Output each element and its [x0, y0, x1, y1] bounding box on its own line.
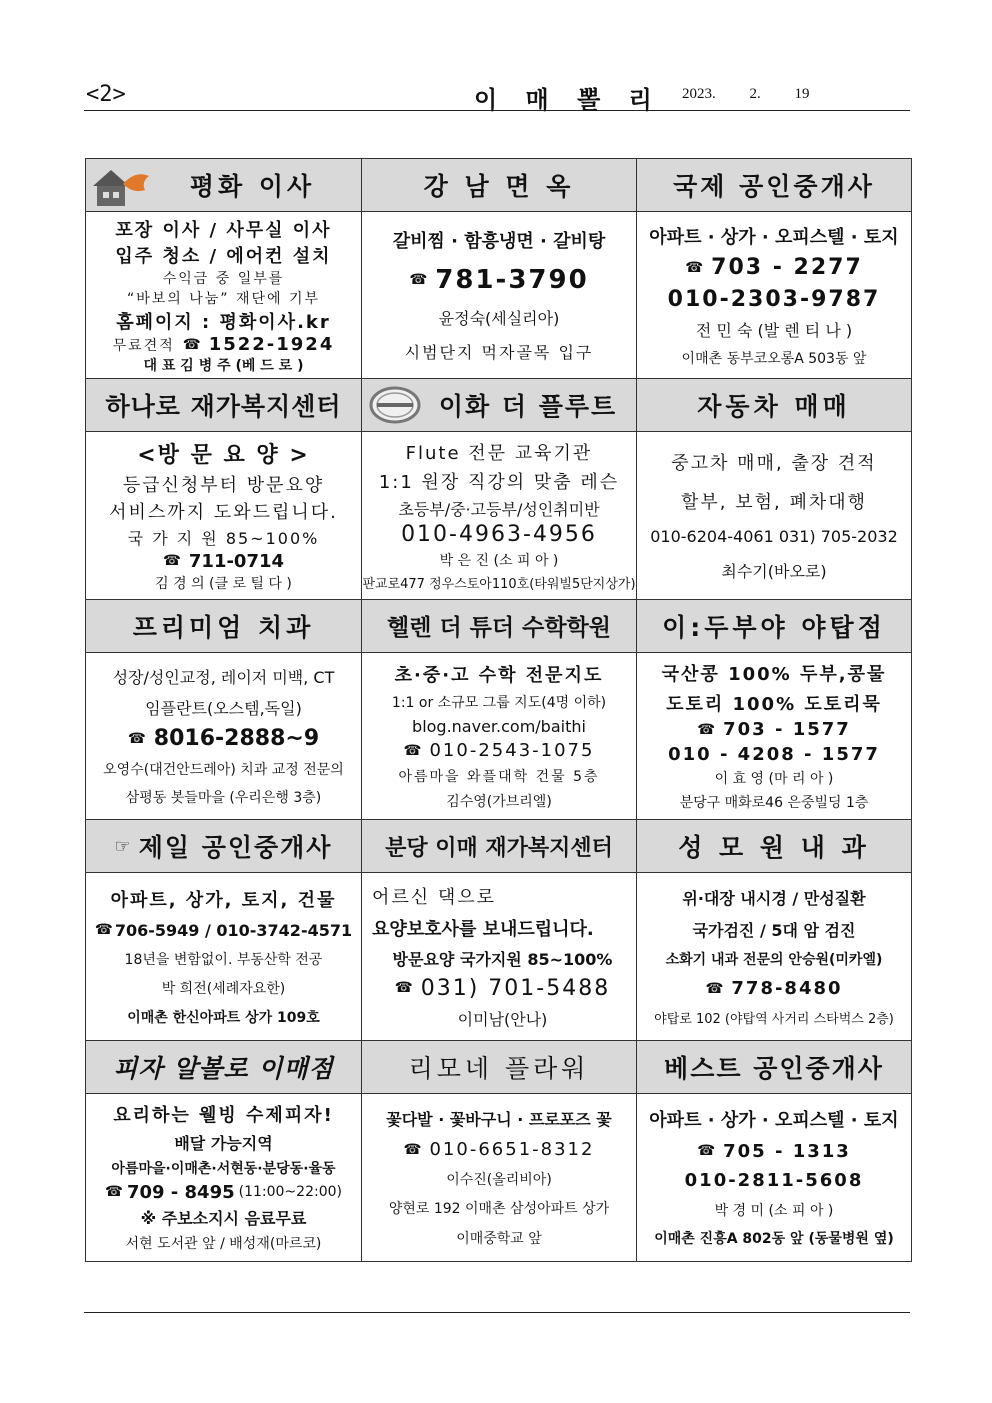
ad-line: <방 문 요 양 > [137, 443, 310, 469]
ad-line: 국산콩 100% 두부,콩물 [661, 664, 887, 686]
telephone-icon: ☎ [403, 742, 422, 759]
ad-body [362, 212, 636, 378]
phone-number: 010-2543-1075 [429, 740, 595, 762]
house-dove-logo-icon [89, 162, 151, 208]
ad-line: 무료견적 [112, 337, 175, 354]
ad-body [362, 873, 636, 1039]
ad-line: “바보의 나눔” 재단에 기부 [126, 291, 321, 307]
ad-line: 박 경 미 (소 피 아 ) [714, 1202, 834, 1219]
ad-line: 중고차 매매, 출장 견적 [671, 453, 877, 475]
ad-line: 아름마을 와플대학 건물 5층 [398, 768, 600, 785]
pointing-hand-icon: ☞ [114, 835, 133, 857]
ad-title [86, 820, 361, 873]
ad-ewha-flute [362, 379, 637, 599]
telephone-icon: ☎ [94, 922, 113, 939]
ad-line: 꽃다발 · 꽃바구니 · 프로포즈 꽃 [386, 1109, 612, 1129]
ad-body [86, 1094, 361, 1261]
ad-line: 홈페이지 : 평화이사.kr [116, 312, 331, 333]
ad-helen-math [362, 600, 637, 820]
ad-line: 전 민 숙 (발 렌 티 나 ) [695, 321, 853, 341]
phone-line [409, 265, 588, 295]
phone-number: 711-0714 [188, 550, 285, 572]
ad-line: 할부, 보험, 폐차대행 [681, 492, 867, 514]
ad-body [637, 873, 911, 1039]
ad-title-text: 피자 알볼로 이매점 [113, 1053, 334, 1083]
telephone-icon: ☎ [403, 1141, 422, 1158]
phone-number: 010-2303-9787 [667, 286, 881, 312]
phone-line [128, 726, 319, 751]
ad-title [637, 600, 911, 653]
ad-line: 18년을 변함없이. 부동산학 전공 [124, 951, 323, 968]
ad-line: 시범단지 먹자골목 입구 [404, 343, 594, 363]
ad-line: 입주 청소 / 에어컨 설치 [115, 246, 332, 267]
telephone-icon: ☎ [105, 1184, 123, 1201]
phone-number: 705 - 1313 [723, 1140, 851, 1162]
ad-line: 김 경 의 (클 로 틸 다 ) [155, 576, 292, 593]
ad-limone-flower [362, 1041, 637, 1261]
ad-title [637, 159, 911, 212]
ad-line: 최수기(바오로) [721, 561, 827, 581]
ad-body [86, 873, 361, 1039]
page-number: <2> [86, 82, 126, 107]
ad-line: 초·중·고 수학 전문지도 [394, 665, 604, 687]
ad-line: Flute 전문 교육기관 [405, 443, 593, 465]
ad-title-text: 이화 더 플루트 [438, 392, 618, 422]
ad-bundang-imae-welfare [362, 820, 637, 1040]
ad-line: ※ 주보소지시 음료무료 [140, 1209, 307, 1229]
ad-line: 분당구 매화로46 은중빌딩 1층 [679, 794, 869, 811]
ad-body [637, 212, 911, 378]
phone-number: 703 - 1577 [723, 719, 851, 741]
ad-line: 국 가 지 원 85~100% [127, 528, 320, 548]
ad-title [637, 379, 911, 432]
ad-line: 1:1 or 소규모 그룹 지도(4명 이하) [391, 695, 607, 712]
ad-title-text: 하나로 재가복지센터 [105, 392, 342, 422]
ad-title-text: 평화 이사 [189, 172, 316, 201]
ad-line: 어르신 댁으로 [372, 887, 497, 909]
ad-body [86, 653, 361, 819]
telephone-icon: ☎ [182, 336, 201, 353]
phone-number: 706-5949 / 010-3742-4571 [114, 920, 353, 940]
phone-line [105, 1182, 342, 1203]
ad-line: 야탑로 102 (야탑역 사거리 스타벅스 2층) [654, 1011, 894, 1027]
phone-number: 781-3790 [435, 264, 589, 295]
ad-car-trade [637, 379, 911, 599]
issue-date: 2023. 2. 19 [682, 86, 810, 102]
phone-number: 010 - 4208 - 1577 [668, 743, 880, 765]
phone-number: 778-8480 [731, 978, 843, 1000]
ad-best-realty [637, 1041, 911, 1261]
ad-body [86, 432, 361, 598]
ad-line: 박 희전(세례자요한) [161, 980, 286, 997]
ad-line: 방문요양 국가지원 85~100% [392, 949, 613, 969]
ad-idubuya [637, 600, 911, 820]
telephone-icon: ☎ [685, 259, 704, 276]
phone-line [113, 334, 335, 355]
telephone-icon: ☎ [705, 980, 724, 997]
ad-peace-moving [86, 159, 362, 379]
phone-line [95, 921, 352, 940]
page-header [84, 78, 910, 114]
ad-pizza-alvolo [86, 1041, 362, 1261]
ad-gangnam-myeonok [362, 159, 637, 379]
ad-line: 박 은 진 (소 피 아 ) [439, 553, 559, 570]
ad-title [86, 159, 361, 212]
ad-line: 판교로477 정우스토아110호(타워빌5단지상가) [362, 576, 636, 592]
ad-title [637, 820, 911, 873]
ad-line: 갈비찜 · 함흥냉면 · 갈비탕 [392, 231, 606, 253]
ad-line: 아파트 · 상가 · 오피스텔 · 토지 [649, 226, 899, 248]
ad-line: 도토리 100% 도토리묵 [666, 693, 882, 715]
ad-line: 성장/성인교정, 레이저 미백, CT [112, 667, 335, 687]
telephone-icon: ☎ [409, 271, 428, 288]
ad-line: 서현 도서관 앞 / 배성재(마르코) [125, 1236, 322, 1253]
ad-line: 아름마을·이매촌·서현동·분당동·율동 [111, 1160, 336, 1177]
ad-title-text: 제일 공인중개사 [138, 833, 333, 863]
telephone-icon: ☎ [697, 721, 716, 738]
telephone-icon: ☎ [162, 553, 181, 570]
ad-hanaro-welfare [86, 379, 362, 599]
phone-line [404, 1139, 595, 1160]
phone-number: 010-6651-8312 [429, 1139, 595, 1161]
phone-number: 8016-2888~9 [153, 726, 320, 752]
ad-title-text: 헬렌 더 튜더 수학학원 [387, 615, 611, 642]
phone-number: 010-6204-4061 031) 705-2032 [650, 527, 898, 547]
telephone-icon: ☎ [127, 730, 146, 747]
ad-line: 아파트 · 상가 · 오피스텔 · 토지 [649, 1110, 899, 1132]
ad-line: 대 표 김 병 주 (베 드 로 ) [143, 358, 304, 374]
phone-line [697, 719, 851, 740]
ad-line: 이미남(안나) [457, 1009, 548, 1029]
phone-line [395, 976, 610, 1001]
ad-line: 김수영(가브리엘) [446, 793, 552, 810]
ad-title-text: 프리미엄 치과 [132, 612, 315, 642]
flute-logo-icon [368, 385, 422, 425]
ad-title-text: 리모네 플라워 [408, 1053, 590, 1083]
ad-title-text: 베스트 공인중개사 [664, 1053, 884, 1083]
ad-line: 국가검진 / 5대 암 검진 [692, 920, 856, 940]
ad-line: 배달 가능지역 [174, 1134, 273, 1154]
ad-title-text: 성 모 원 내 과 [678, 833, 870, 863]
ad-line: 이 효 영 (마 리 아 ) [714, 771, 834, 788]
business-hours: (11:00~22:00) [238, 1184, 342, 1201]
ad-jeil-realty [86, 820, 362, 1040]
phone-line [705, 978, 842, 999]
ad-line: 위·대장 내시경 / 만성질환 [682, 888, 866, 908]
ad-line: 삼평동 봇들마을 (우리은행 3층) [125, 790, 322, 807]
phone-number: 1522-1924 [208, 334, 335, 355]
publication-title: 이 매 뽈 리 [474, 86, 662, 114]
ad-title [362, 379, 636, 432]
ad-title-text: 자동차 매매 [697, 392, 851, 422]
ad-body [637, 1094, 911, 1261]
ad-line: 이수진(올리비아) [446, 1172, 552, 1189]
ad-line: 임플란트(오스템,독일) [145, 698, 302, 718]
ad-title [362, 1041, 636, 1094]
phone-number: 709 - 8495 [126, 1181, 235, 1203]
ad-line: 서비스까지 도와드립니다. [109, 502, 338, 524]
phone-number: 031) 701-5488 [420, 975, 611, 1001]
footer-divider [84, 1312, 910, 1313]
ad-title [86, 600, 361, 653]
ad-line: 요양보호사를 보내드립니다. [372, 918, 594, 940]
ad-title [362, 159, 636, 212]
ad-line: 이매촌 진흥A 802동 앞 (동물병원 옆) [654, 1231, 894, 1248]
ad-line: 오영수(대건안드레아) 치과 교정 전문의 [103, 762, 344, 779]
ad-body [362, 653, 636, 819]
ad-line: 윤정숙(세실리아) [438, 308, 560, 328]
ad-line: 소화기 내과 전문의 안승원(미카엘) [665, 952, 883, 969]
ad-line: 양현로 192 이매촌 삼성아파트 상가 [388, 1201, 610, 1218]
ad-title-text: 강 남 면 옥 [423, 172, 575, 201]
ad-line: 1:1 원장 직강의 맞춤 레슨 [378, 471, 620, 493]
ad-body [637, 432, 911, 598]
ad-line: 이매촌 동부코오롱A 503동 앞 [681, 350, 867, 367]
ad-line: 수익금 중 일부를 [162, 271, 285, 287]
ad-body [637, 653, 911, 819]
ad-line: 초등부/중·고등부/성인취미반 [398, 499, 600, 519]
ad-line: 이매중학교 앞 [456, 1230, 542, 1247]
ad-body [86, 212, 361, 379]
ad-premium-dental [86, 600, 362, 820]
ad-grid [85, 158, 912, 1262]
phone-line [404, 740, 595, 761]
ad-line: 등급신청부터 방문요양 [122, 474, 325, 496]
ad-line: 포장 이사 / 사무실 이사 [115, 220, 332, 241]
phone-line [697, 1141, 851, 1162]
phone-number: 703 - 2277 [711, 255, 863, 281]
ad-seongmowon-clinic [637, 820, 911, 1040]
phone-number: 010-2811-5608 [684, 1170, 864, 1192]
ad-line: 요리하는 웰빙 수제피자! [113, 1105, 334, 1127]
phone-line [685, 255, 863, 280]
ad-title-text: 이:두부야 야탑점 [662, 612, 886, 642]
ad-title [362, 600, 636, 653]
ad-line: 이매촌 한신아파트 상가 109호 [127, 1009, 320, 1026]
phone-number: 010-4963-4956 [401, 522, 597, 548]
ad-title-text: 분당 이매 재가복지센터 [385, 835, 613, 861]
ad-line: 아파트, 상가, 토지, 건물 [110, 890, 337, 912]
phone-line [163, 551, 284, 572]
ad-body [362, 1094, 636, 1261]
ad-body [362, 432, 636, 598]
ad-title [637, 1041, 911, 1094]
ad-title [86, 379, 361, 432]
ad-line: blog.naver.com/baithi [412, 716, 586, 736]
ad-title [362, 820, 636, 873]
telephone-icon: ☎ [394, 980, 413, 997]
ad-title-text: 국제 공인중개사 [673, 172, 875, 201]
telephone-icon: ☎ [697, 1143, 716, 1160]
ad-title [86, 1041, 361, 1094]
ad-gukje-realty [637, 159, 911, 379]
